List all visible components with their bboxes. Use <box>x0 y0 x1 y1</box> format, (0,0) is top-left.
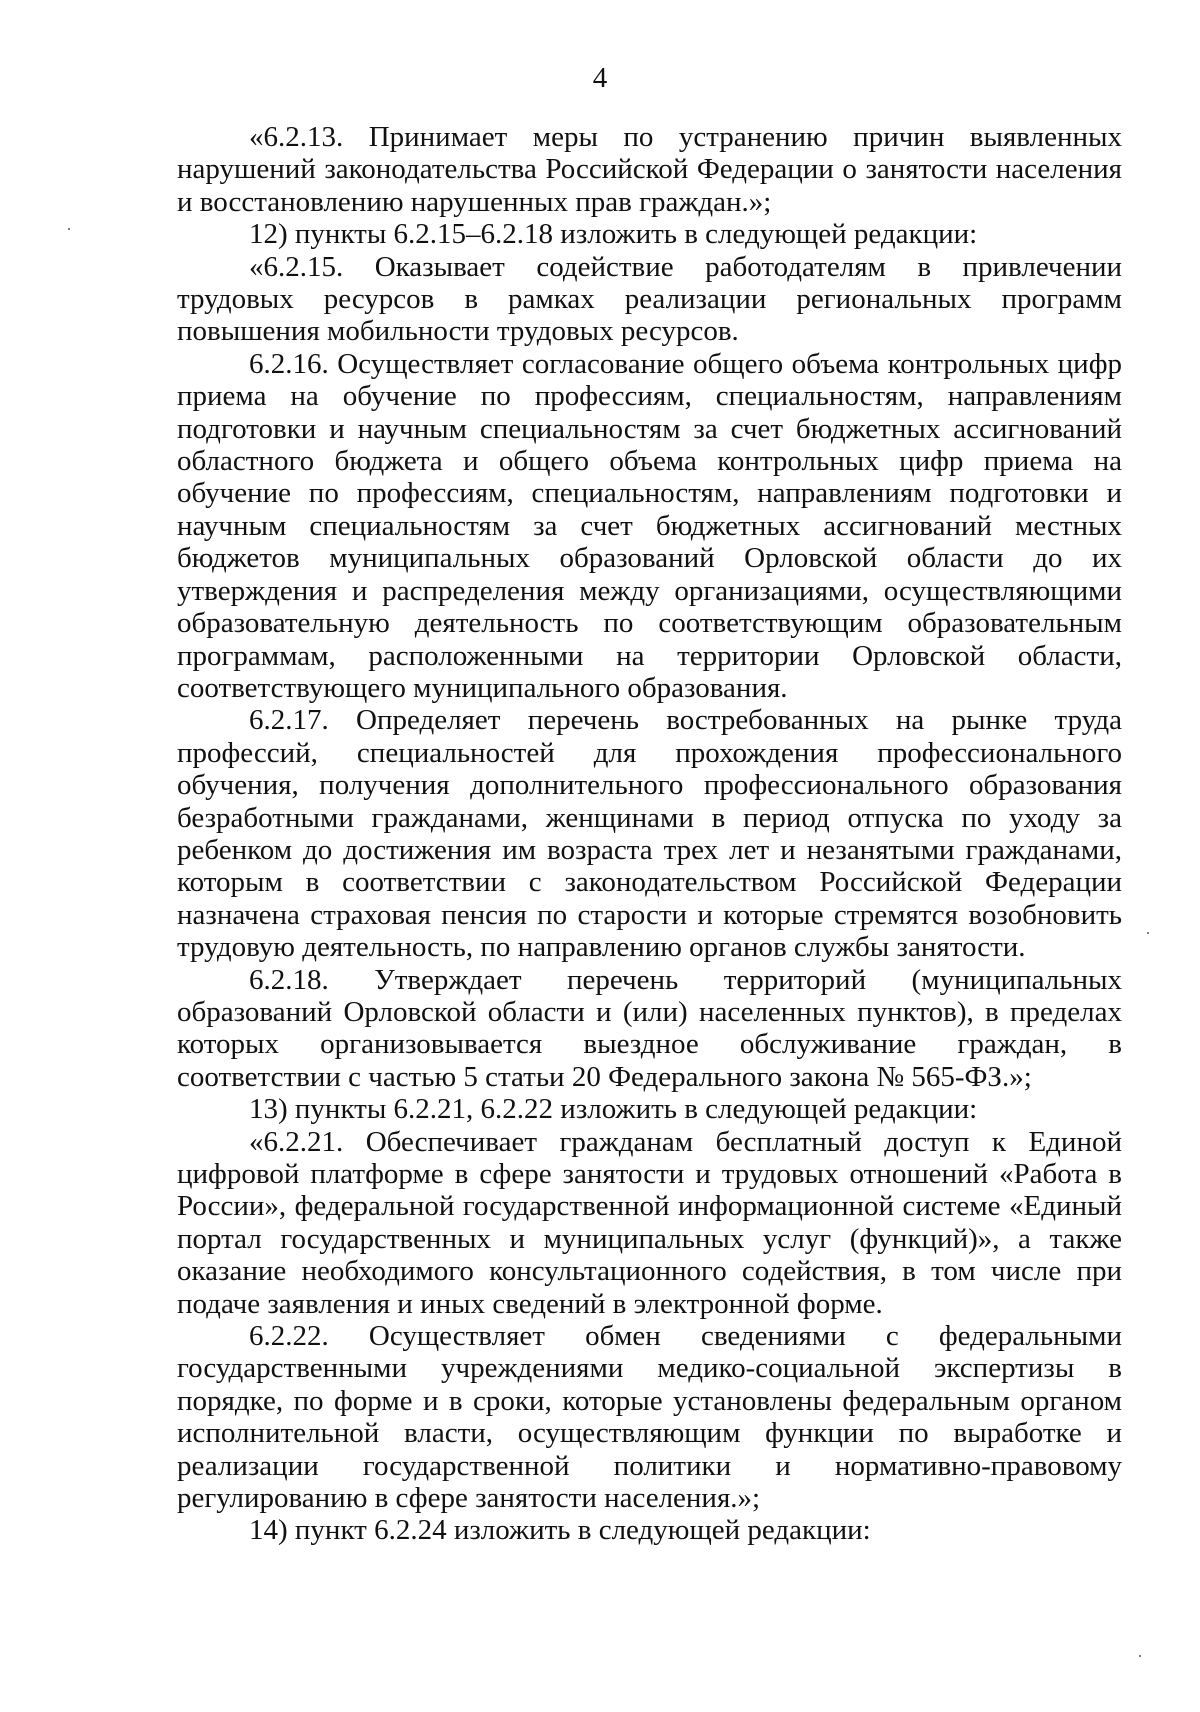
paragraph-item-13: 13) пункты 6.2.21, 6.2.22 изложить в следующей редакции: <box>249 1093 978 1126</box>
scan-speck <box>68 228 70 230</box>
paragraph-6-2-21: «6.2.21. Обеспечивает гражданам бесплатный доступ к Единой цифровой платформе в сфере занятости и трудовых отношений «Работа в России», федеральной государственной информационной системе «Единый портал государственных и муниципальных услуг (функций)», а также оказание необходимого консультационного содействия, в том числе при подаче заявления и иных сведений в электронной форме. <box>177 1125 1122 1320</box>
paragraph-6-2-22: 6.2.22. Осуществляет обмен сведениями с федеральными государственными учреждениями медико-социальной экспертизы в порядке, по форме и в сроки, которые установлены федеральным органом исполнительной власти, осуществляющим функции по выработке и реализации государственной политики и нормативно-правовому регулированию в сфере занятости населения.»; <box>177 1320 1122 1515</box>
paragraph-6-2-16: 6.2.16. Осуществляет согласование общего объема контрольных цифр приема на обучение по профессиям, специальностям, направлениям подготовки и научным специальностям за счет бюджетных ассигнований областного бюджета и общего объема контрольных цифр приема на обучение по профессиям, специальностям, направлениям подготовки и научным специальностям за счет бюджетных ассигнований местных бюджетов муниципальных образований Орловской области до их утверждения и распределения между организациями, осуществляющими образовательную деятельность по соответствующим образовательным программам, расположенными на территории Орловской области, соответствующего муниципального образования. <box>177 347 1122 704</box>
scan-speck <box>1139 1655 1141 1657</box>
paragraph-item-14: 14) пункт 6.2.24 изложить в следующей редакции: <box>249 1514 871 1547</box>
paragraph-item-12: 12) пункты 6.2.15–6.2.18 изложить в следующей редакции: <box>249 218 978 251</box>
paragraph-6-2-15: «6.2.15. Оказывает содействие работодателям в привлечении трудовых ресурсов в рамках реализации региональных программ повышения мобильности трудовых ресурсов. <box>177 250 1122 348</box>
paragraph-6-2-17: 6.2.17. Определяет перечень востребованных на рынке труда профессий, специальностей для прохождения профессионального обучения, получения дополнительного профессионального образования безработными гражданами, женщинами в период отпуска по уходу за ребенком до достижения им возраста трех лет и незанятыми гражданами, которым в соответствии с законодательством Российской Федерации назначена страховая пенсия по старости и которые стремятся возобновить трудовую деятельность, по направлению органов службы занятости. <box>177 704 1122 964</box>
paragraph-6-2-13: «6.2.13. Принимает меры по устранению причин выявленных нарушений законодательства Российской Федерации о занятости населения и восстановлению нарушенных прав граждан.»; <box>177 121 1122 218</box>
document-body <box>177 121 1122 1547</box>
scan-speck <box>1147 932 1149 934</box>
page-number: 4 <box>592 62 608 94</box>
paragraph-6-2-18: 6.2.18. Утверждает перечень территорий (муниципальных образований Орловской области и (или) населенных пунктов), в пределах которых организовывается выездное обслуживание граждан, в соответствии с частью 5 статьи 20 Федерального закона № 565-ФЗ.»; <box>177 963 1122 1093</box>
